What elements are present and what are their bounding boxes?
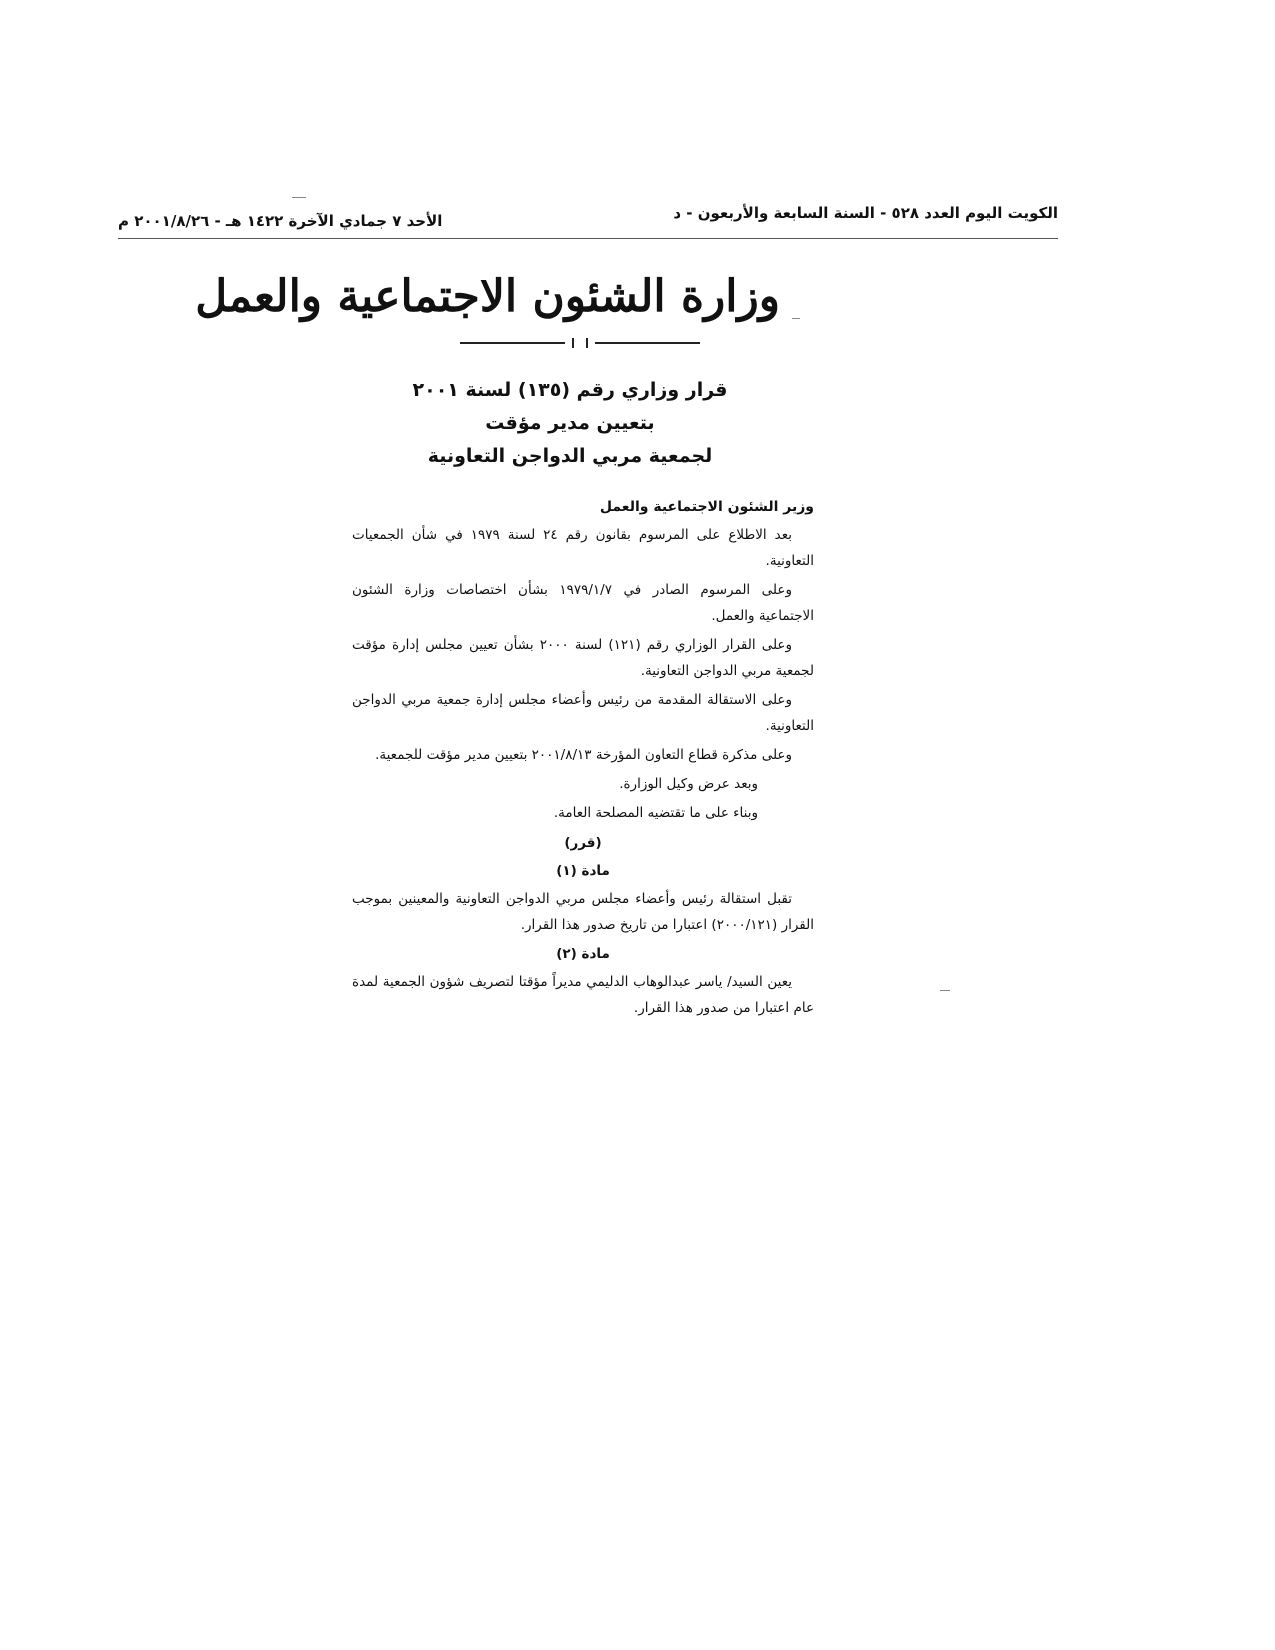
scan-mark xyxy=(292,197,306,198)
title-line-2: بتعيين مدير مؤقت xyxy=(485,412,655,434)
ornament-line-left xyxy=(460,342,565,344)
preamble-paragraph: وعلى المرسوم الصادر في ١٩٧٩/١/٧ بشأن اختصاصات وزارة الشئون الاجتماعية والعمل. xyxy=(352,582,814,624)
header-rule xyxy=(118,238,1058,239)
ornament-center xyxy=(572,338,588,348)
title-line-3: لجمعية مربي الدواجن التعاونية xyxy=(427,445,713,467)
title-line-1: قرار وزاري رقم (١٣٥) لسنة ٢٠٠١ xyxy=(412,379,728,401)
issue-line: الكويت اليوم العدد ٥٢٨ - السنة السابعة والأربعون - د xyxy=(673,204,1058,222)
decision-title xyxy=(400,374,740,473)
ornament-line-right xyxy=(595,342,700,344)
scan-mark xyxy=(792,318,800,319)
scan-mark xyxy=(940,990,950,991)
decision-body xyxy=(352,494,814,1024)
date-line: الأحد ٧ جمادي الآخرة ١٤٢٢ هـ - ٢٠٠١/٨/٢٦ م xyxy=(118,212,443,230)
article-1-text: تقبل استقالة رئيس وأعضاء مجلس مربي الدواجن التعاونية والمعينين بموجب القرار (٢٠٠٠/١٢١) اعتبارا من تاريخ صدور هذا القرار. xyxy=(352,891,814,933)
preamble-paragraph: وعلى مذكرة قطاع التعاون المؤرخة ٢٠٠١/٨/١٣ بتعيين مدير مؤقت للجمعية. xyxy=(375,747,792,763)
preamble-paragraph: وعلى القرار الوزاري رقم (١٢١) لسنة ٢٠٠٠ بشأن تعيين مجلس إدارة مؤقت لجمعية مربي الدواجن التعاونية. xyxy=(352,637,814,679)
masthead-ornament xyxy=(460,338,700,348)
article-2-text: يعين السيد/ ياسر عبدالوهاب الدليمي مديراً مؤقتا لتصريف شؤون الجمعية لمدة عام اعتبارا من صدور هذا القرار. xyxy=(352,974,814,1016)
addressee: وزير الشئون الاجتماعية والعمل xyxy=(599,499,814,515)
preamble-short-paragraph: وبعد عرض وكيل الوزارة. xyxy=(619,776,758,792)
decision-label: (قرر) xyxy=(564,835,602,851)
preamble-paragraph: وعلى الاستقالة المقدمة من رئيس وأعضاء مجلس إدارة جمعية مربي الدواجن التعاونية. xyxy=(352,692,814,734)
article-2-heading: مادة (٢) xyxy=(556,946,610,962)
gazette-header xyxy=(118,204,1058,230)
preamble-paragraph: بعد الاطلاع على المرسوم بقانون رقم ٢٤ لسنة ١٩٧٩ في شأن الجمعيات التعاونية. xyxy=(352,527,814,569)
preamble-short-paragraph: وبناء على ما تقتضيه المصلحة العامة. xyxy=(553,805,758,821)
article-1-heading: مادة (١) xyxy=(556,863,610,879)
ministry-masthead: وزارة الشئون الاجتماعية والعمل xyxy=(195,271,780,322)
